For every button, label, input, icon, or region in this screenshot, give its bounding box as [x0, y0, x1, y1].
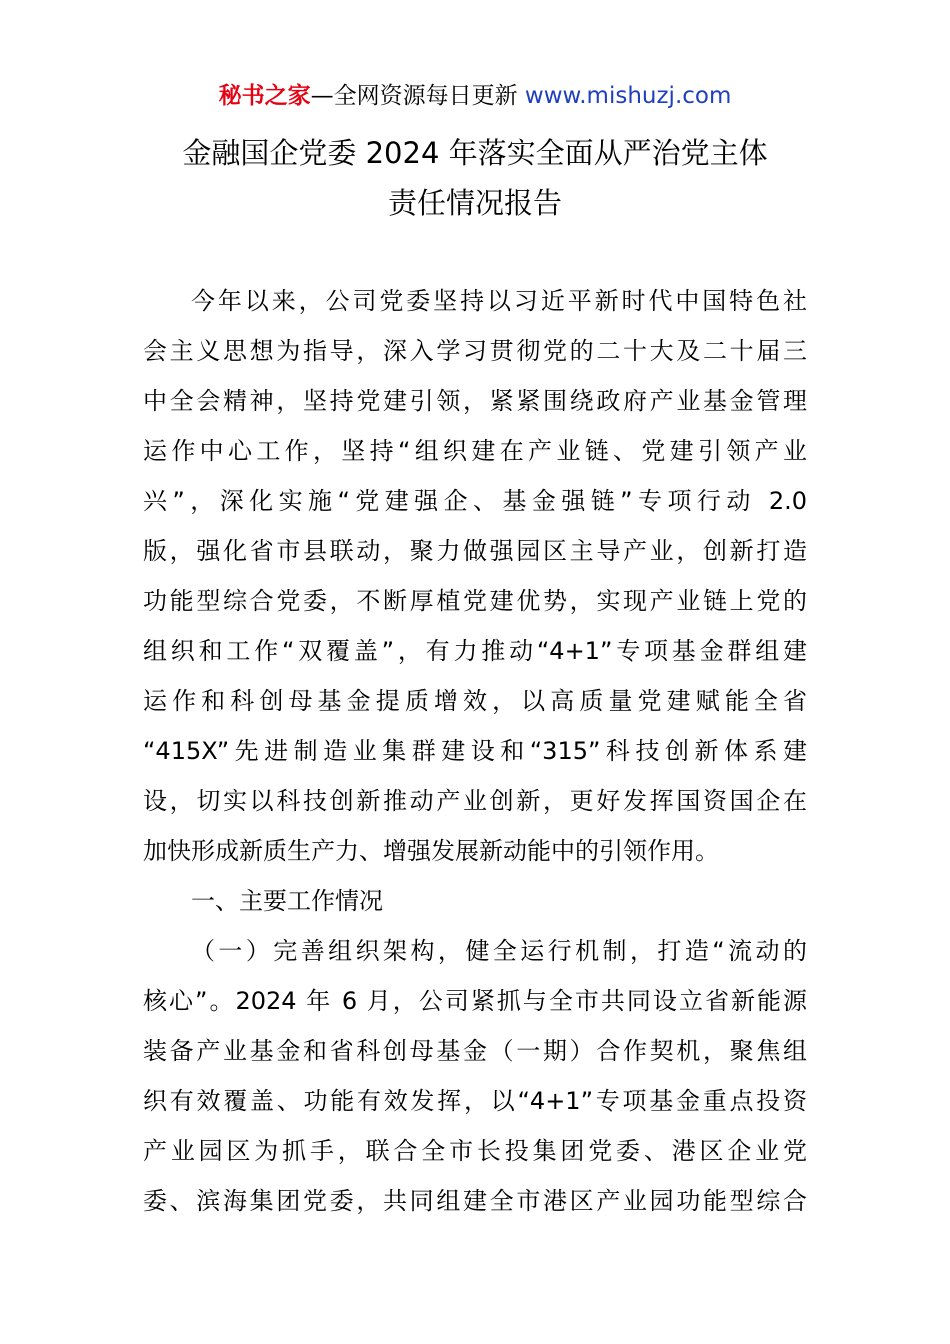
paragraph-2-line: 产业园区为抓手，联合全市长投集团党委、港区企业党	[143, 1137, 807, 1165]
site-header	[0, 80, 950, 112]
paragraph-1-line: 运作和科创母基金提质增效，以高质量党建赋能全省	[143, 687, 807, 715]
document-body	[143, 276, 807, 1226]
site-url-link[interactable]: www.mishuzj.com	[524, 83, 732, 109]
paragraph-1-line: “415X”先进制造业集群建设和“315”科技创新体系建	[143, 737, 807, 765]
title-line-1: 金融国企党委 2024 年落实全面从严治党主体	[182, 136, 768, 170]
paragraph-1-line: 运作中心工作，坚持“组织建在产业链、党建引领产业	[143, 437, 807, 465]
paragraph-1-line: 兴”，深化实施“党建强企、基金强链”专项行动 2.0	[143, 487, 807, 515]
paragraph-2-line: （一）完善组织架构，健全运行机制，打造“流动的	[191, 937, 807, 965]
paragraph-2-line: 装备产业基金和省科创母基金（一期）合作契机，聚焦组	[143, 1037, 807, 1065]
title-line-2: 责任情况报告	[387, 186, 562, 220]
paragraph-1-line: 会主义思想为指导，深入学习贯彻党的二十大及二十届三	[143, 337, 807, 365]
paragraph-2-line: 核心”。2024 年 6 月，公司紧抓与全市共同设立省新能源	[143, 987, 807, 1015]
paragraph-1-line: 组织和工作“双覆盖”，有力推动“4+1”专项基金群组建	[143, 637, 807, 665]
document-title	[0, 128, 950, 228]
paragraph-1-line: 中全会精神，坚持党建引领，紧紧围绕政府产业基金管理	[143, 387, 807, 415]
paragraph-1-line: 功能型综合党委，不断厚植党建优势，实现产业链上党的	[143, 587, 807, 615]
paragraph-1-line: 设，切实以科技创新推动产业创新，更好发挥国资国企在	[143, 787, 807, 815]
site-brand: 秘书之家	[218, 83, 311, 109]
paragraph-1-line: 今年以来，公司党委坚持以习近平新时代中国特色社	[191, 287, 807, 315]
site-tagline: —全网资源每日更新	[310, 83, 525, 109]
paragraph-2-line: 织有效覆盖、功能有效发挥，以“4+1”专项基金重点投资	[143, 1087, 807, 1115]
paragraph-1-line: 加快形成新质生产力、增强发展新动能中的引领作用。	[143, 837, 719, 865]
section-heading: 一、主要工作情况	[191, 887, 383, 915]
paragraph-1-line: 版，强化省市县联动，聚力做强园区主导产业，创新打造	[143, 537, 807, 565]
paragraph-2-line: 委、滨海集团党委，共同组建全市港区产业园功能型综合	[143, 1187, 807, 1215]
